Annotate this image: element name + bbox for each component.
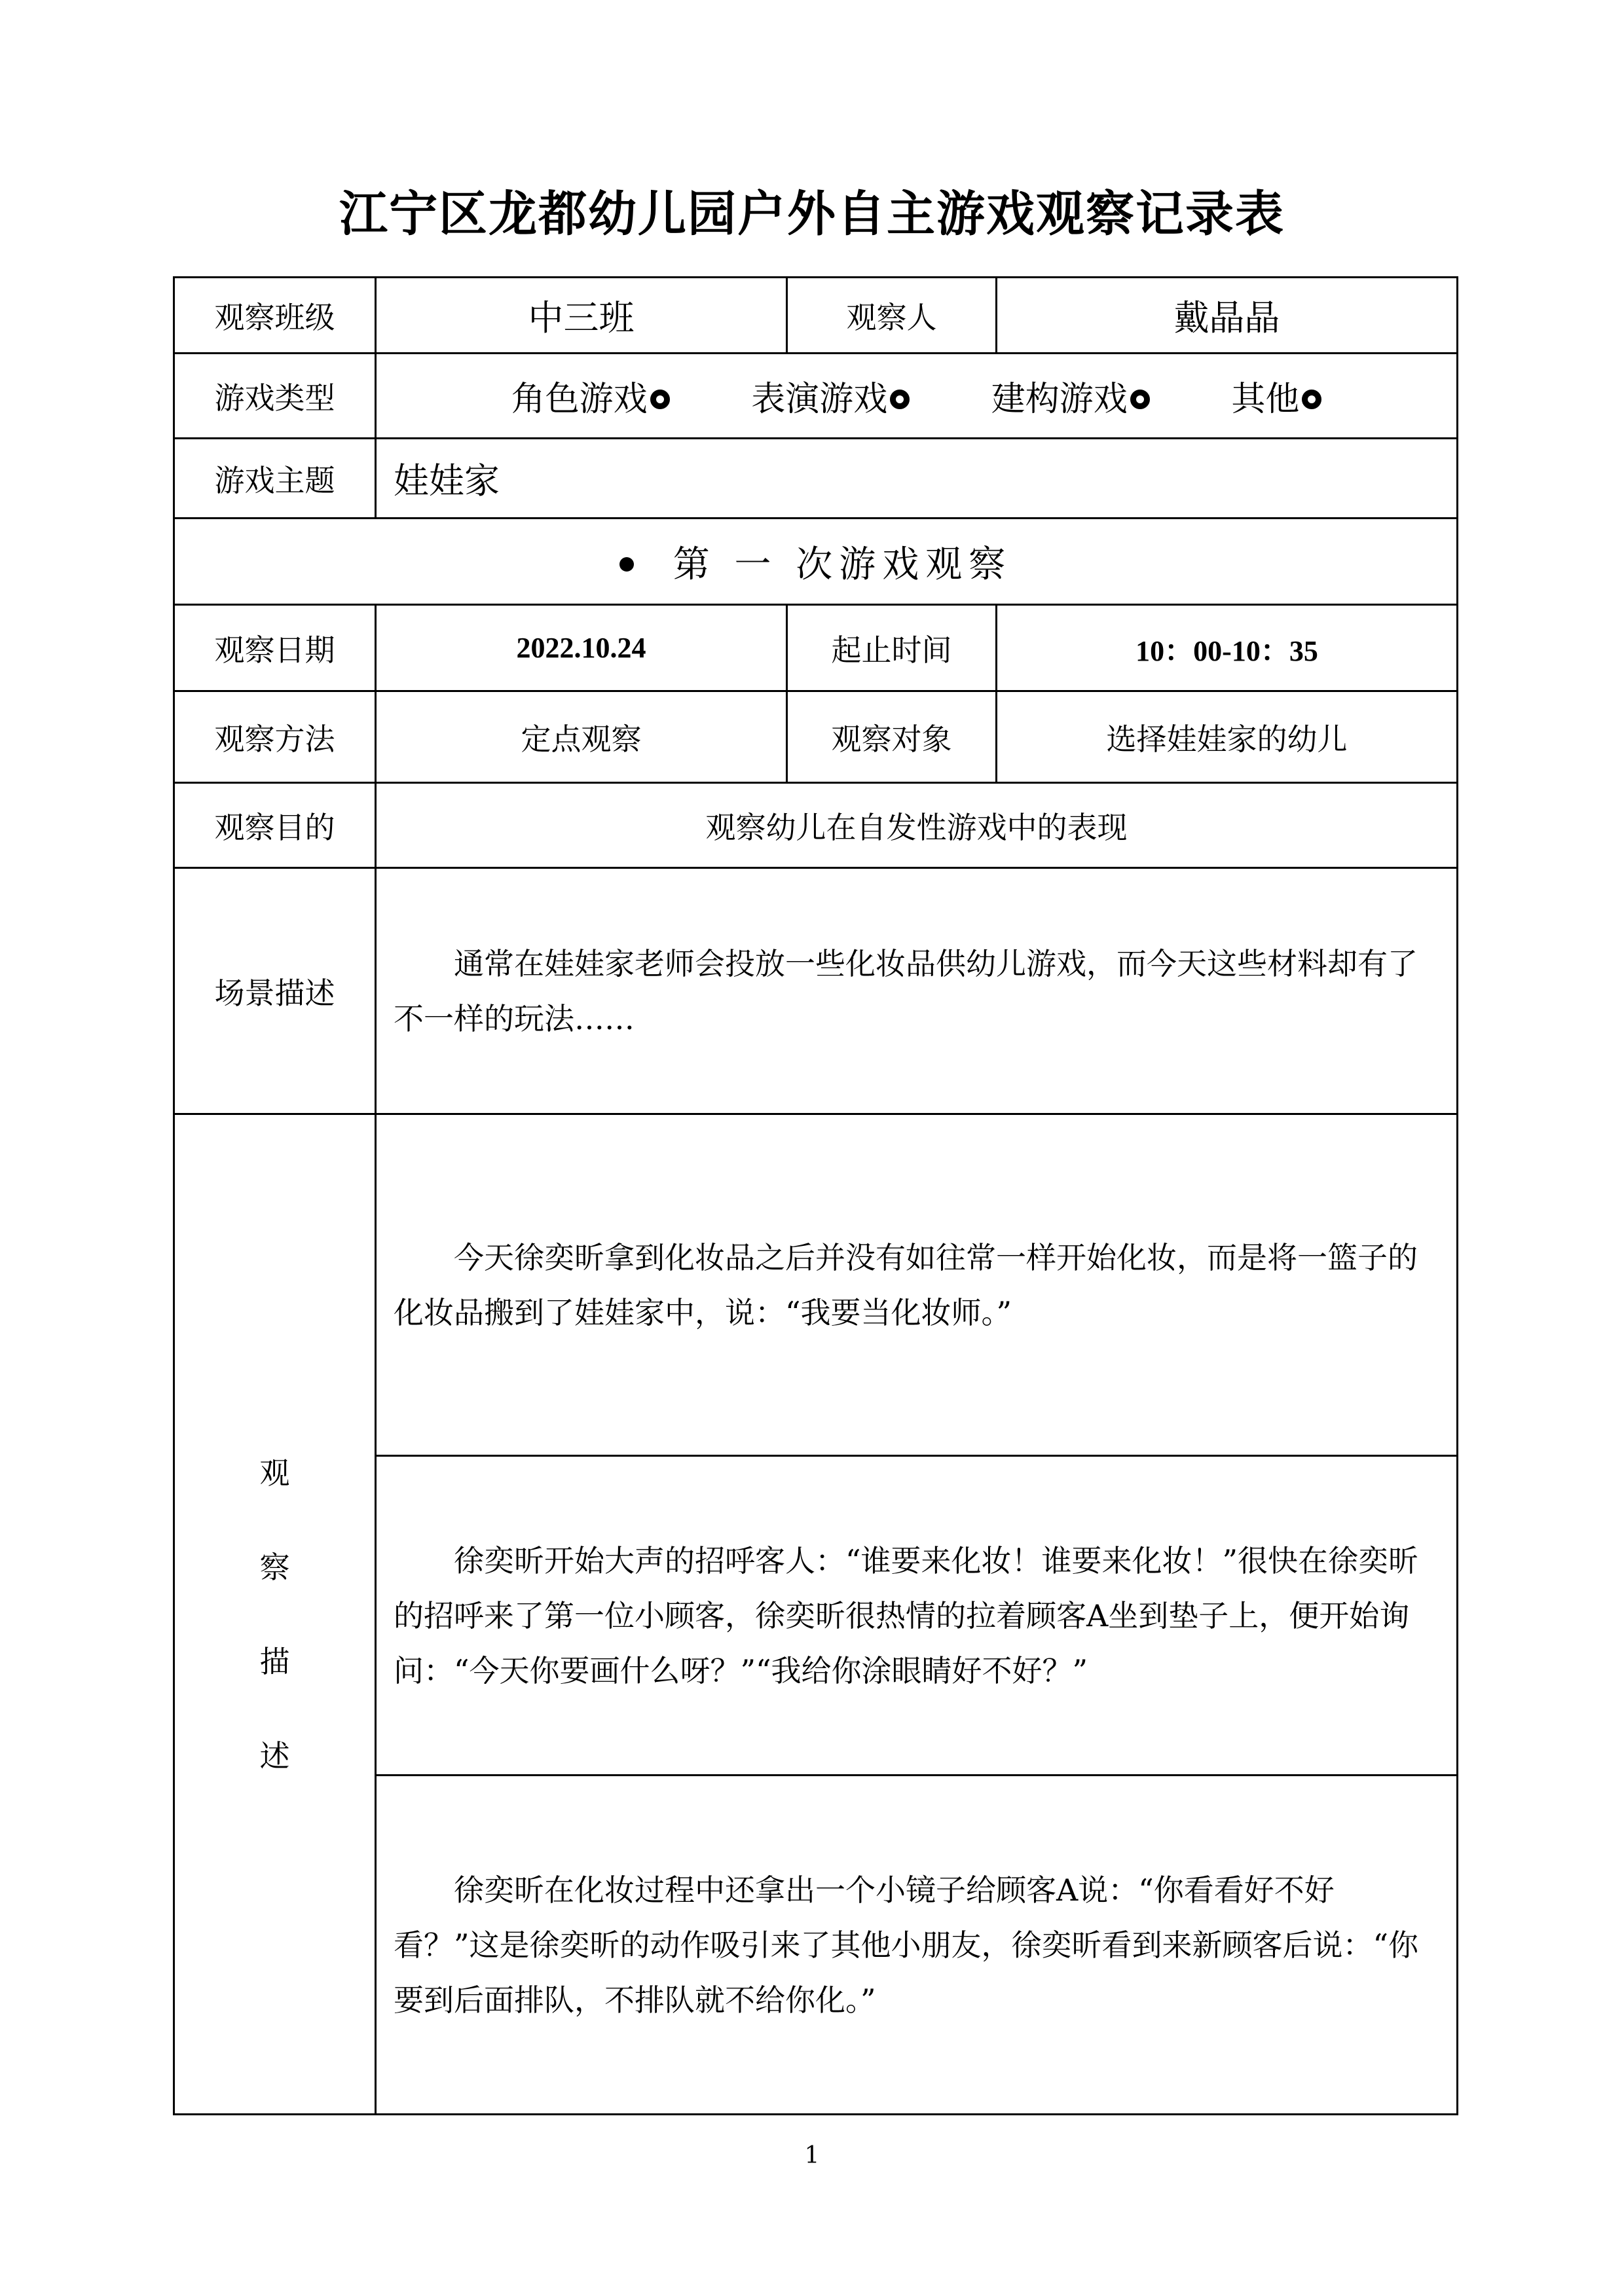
scene-label: 场景描述 bbox=[174, 868, 376, 1114]
observation-entry-3: 徐奕昕在化妆过程中还拿出一个小镜子给顾客A说：“你看看好不好看？”这是徐奕昕的动作吸引来了其他小朋友，徐奕昕看到来新顾客后说：“你要到后面排队，不排队就不给你化。” bbox=[376, 1776, 1458, 2115]
observation-entry-2: 徐奕昕开始大声的招呼客人：“谁要来化妆！谁要来化妆！”很快在徐奕昕的招呼来了第一位小顾客，徐奕昕很热情的拉着顾客A坐到垫子上，便开始询问：“今天你要画什么呀？”“我给你涂眼睛好不好？” bbox=[376, 1456, 1458, 1776]
row-method-target bbox=[174, 691, 1458, 783]
type-option-performance[interactable]: 表演游戏 bbox=[751, 380, 910, 419]
time-value: 10：00-10：35 bbox=[997, 605, 1458, 691]
row-observation-1 bbox=[174, 1114, 1458, 1456]
observer-value: 戴晶晶 bbox=[997, 278, 1458, 354]
target-value: 选择娃娃家的幼儿 bbox=[997, 691, 1458, 783]
purpose-value: 观察幼儿在自发性游戏中的表现 bbox=[376, 783, 1458, 868]
date-label: 观察日期 bbox=[174, 605, 376, 691]
scene-description: 通常在娃娃家老师会投放一些化妆品供幼儿游戏，而今天这些材料却有了不一样的玩法…… bbox=[376, 868, 1458, 1114]
theme-label: 游戏主题 bbox=[174, 439, 376, 519]
row-theme bbox=[174, 439, 1458, 519]
row-scene bbox=[174, 868, 1458, 1114]
radio-icon bbox=[1302, 390, 1321, 409]
target-label: 观察对象 bbox=[787, 691, 997, 783]
row-purpose bbox=[174, 783, 1458, 868]
type-label: 游戏类型 bbox=[174, 354, 376, 439]
row-session bbox=[174, 519, 1458, 605]
type-option-other[interactable]: 其他 bbox=[1231, 380, 1321, 419]
method-label: 观察方法 bbox=[174, 691, 376, 783]
observer-label: 观察人 bbox=[787, 278, 997, 354]
type-option-role[interactable]: 角色游戏 bbox=[511, 380, 670, 419]
page-number: 1 bbox=[804, 2142, 820, 2169]
observation-entry-1: 今天徐奕昕拿到化妆品之后并没有如往常一样开始化妆，而是将一篮子的化妆品搬到了娃娃家中，说：“我要当化妆师。” bbox=[376, 1114, 1458, 1456]
class-label: 观察班级 bbox=[174, 278, 376, 354]
theme-value: 娃娃家 bbox=[376, 439, 1458, 519]
observation-label: 观 察 描 述 bbox=[174, 1114, 376, 2115]
radio-icon bbox=[890, 390, 910, 409]
row-class-observer bbox=[174, 278, 1458, 354]
purpose-label: 观察目的 bbox=[174, 783, 376, 868]
session-heading: 第 一 次游戏观察 bbox=[174, 519, 1458, 605]
radio-icon bbox=[1130, 390, 1150, 409]
time-label: 起止时间 bbox=[787, 605, 997, 691]
class-value: 中三班 bbox=[376, 278, 787, 354]
page-title: 江宁区龙都幼儿园户外自主游戏观察记录表 bbox=[339, 186, 1285, 242]
type-options bbox=[376, 354, 1458, 439]
bullet-icon bbox=[619, 557, 634, 572]
date-value: 2022.10.24 bbox=[376, 605, 787, 691]
row-date-time bbox=[174, 605, 1458, 691]
row-game-type bbox=[174, 354, 1458, 439]
observation-form bbox=[173, 276, 1458, 2115]
radio-icon bbox=[650, 390, 670, 409]
type-option-construction[interactable]: 建构游戏 bbox=[991, 380, 1150, 419]
method-value: 定点观察 bbox=[376, 691, 787, 783]
